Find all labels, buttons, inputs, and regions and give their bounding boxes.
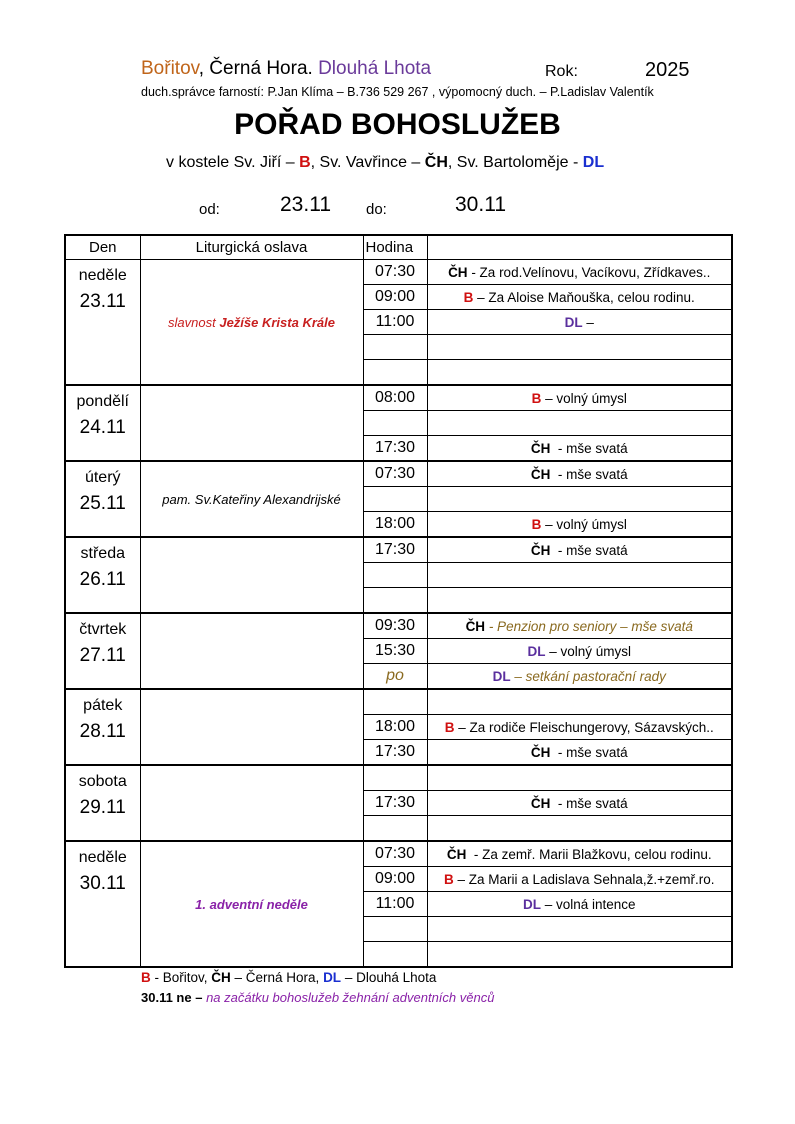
intention-cell (427, 765, 732, 791)
intention-cell (427, 689, 732, 715)
time-cell (363, 689, 427, 715)
day-name: neděle (78, 849, 127, 866)
place-code: DL (527, 643, 546, 659)
intention-cell (427, 411, 732, 436)
place-code: B (531, 516, 542, 532)
time-cell (363, 360, 427, 386)
page-title: POŘAD BOHOSLUŽEB (234, 108, 561, 141)
liturgy-cell (140, 613, 363, 689)
intention-cell (427, 588, 732, 614)
parish-boritov: Bořitov (141, 58, 199, 79)
intention-cell (427, 260, 732, 285)
table-row (65, 385, 732, 411)
place-code: B (531, 390, 542, 406)
day-cell (65, 765, 140, 841)
time-cell: 15:30 (363, 639, 427, 664)
time-cell: 09:00 (363, 285, 427, 310)
intention-text: – volný úmysl (545, 643, 632, 659)
day-name: pátek (83, 697, 123, 714)
footer-note (141, 990, 494, 1005)
intention-cell (427, 917, 732, 942)
intention-text: - mše svatá (550, 744, 628, 760)
day-cell (65, 613, 140, 689)
time-cell: 18:00 (363, 512, 427, 538)
schedule-table (64, 234, 733, 968)
parish-names (141, 58, 431, 80)
time-cell: 17:30 (363, 436, 427, 462)
day-name: sobota (78, 773, 127, 790)
day-name: pondělí (76, 393, 129, 410)
sep: , (198, 58, 205, 79)
day-date: 29.11 (79, 797, 126, 818)
intention-text: – volný úmysl (541, 390, 627, 406)
liturgy-text: slavnost (168, 314, 220, 330)
day-date: 27.11 (79, 645, 126, 666)
table-row (65, 537, 732, 563)
time-cell: 17:30 (363, 740, 427, 766)
intention-text: – (582, 314, 594, 330)
church-vavrince: , Sv. Vavřince – (310, 154, 421, 171)
liturgy-cell (140, 765, 363, 841)
liturgy-cell (140, 841, 363, 967)
intention-cell (427, 335, 732, 360)
time-cell (363, 411, 427, 436)
place-code: DL (522, 896, 541, 912)
liturgy-cell (140, 260, 363, 386)
legend (141, 970, 436, 985)
time-cell (363, 765, 427, 791)
intention-cell (427, 512, 732, 538)
legend-ch: ČH (211, 970, 231, 985)
code-b: B (299, 154, 311, 171)
day-date: 25.11 (79, 493, 126, 514)
day-name: středa (80, 545, 125, 562)
clergy-line: duch.správce farností: P.Jan Klíma – B.736 529 267 , výpomocný duch. – P.Ladislav Valentík (141, 85, 654, 99)
time-cell (363, 335, 427, 360)
time-cell: 07:30 (363, 461, 427, 487)
intention-cell (427, 563, 732, 588)
day-date: 26.11 (79, 569, 126, 590)
table-row (65, 461, 732, 487)
intention-cell (427, 285, 732, 310)
time-cell (363, 588, 427, 614)
intention-text: - mše svatá (550, 542, 628, 558)
table-row (65, 689, 732, 715)
place-code: ČH (530, 744, 551, 760)
table-row (65, 260, 732, 285)
note-date: 30.11 ne – (141, 990, 203, 1005)
table-row (65, 841, 732, 867)
parish-dlouha-lhota: Dlouhá Lhota (318, 58, 432, 79)
intention-cell (427, 385, 732, 411)
code-ch: ČH (424, 154, 448, 171)
year: 2025 (645, 59, 690, 81)
from-label: od: (199, 201, 220, 218)
intention-cell (427, 537, 732, 563)
liturgy-text: pam. Sv.Kateřiny Alexandrijské (162, 491, 341, 507)
day-date: 28.11 (79, 721, 126, 742)
legend-dl: DL (323, 970, 342, 985)
place-code: ČH (530, 795, 551, 811)
intention-text: - mše svatá (550, 795, 628, 811)
intention-text: - Penzion pro seniory – mše svatá (485, 618, 693, 634)
intention-cell (427, 613, 732, 639)
intention-text: – volný úmysl (541, 516, 627, 532)
day-cell (65, 461, 140, 537)
place-code: DL (492, 668, 511, 684)
from-date: 23.11 (280, 193, 331, 216)
intention-cell (427, 942, 732, 968)
place-code: B (444, 719, 455, 735)
note-text: na začátku bohoslužeb žehnání adventních věnců (202, 990, 495, 1005)
intention-text: – Za rodiče Fleischungerovy, Sázavských.. (454, 719, 714, 735)
intention-cell (427, 461, 732, 487)
day-date: 24.11 (79, 417, 126, 438)
intention-text: - mše svatá (550, 466, 628, 482)
intention-cell (427, 487, 732, 512)
intention-cell (427, 841, 732, 867)
day-cell (65, 385, 140, 461)
church-bartolomeje: , Sv. Bartoloměje - (447, 154, 579, 171)
time-cell: po (363, 664, 427, 690)
time-cell: 17:30 (363, 537, 427, 563)
intention-cell (427, 791, 732, 816)
time-cell: 09:00 (363, 867, 427, 892)
intention-text: - Za zemř. Marii Blažkovu, celou rodinu. (466, 846, 712, 862)
table-row (65, 765, 732, 791)
day-cell (65, 537, 140, 613)
liturgy-bold: Ježíše Krista Krále (219, 314, 335, 330)
time-cell: 17:30 (363, 791, 427, 816)
legend-text-3: – Dlouhá Lhota (341, 970, 437, 985)
day-name: čtvrtek (79, 621, 127, 638)
place-code: ČH (446, 846, 467, 862)
year-label: Rok: (545, 63, 578, 80)
col-day: Den (65, 235, 140, 260)
liturgy-cell (140, 461, 363, 537)
intention-text: - Za rod.Velínovu, Vacíkovu, Zřídkaves.. (467, 264, 711, 280)
day-cell (65, 260, 140, 386)
to-date: 30.11 (455, 193, 506, 216)
place-code: ČH (530, 440, 551, 456)
place-code: DL (564, 314, 583, 330)
day-name: úterý (84, 469, 121, 486)
legend-b: B (141, 970, 151, 985)
legend-text-1: - Bořitov, (150, 970, 212, 985)
parish-cerna-hora: Černá Hora. (209, 58, 313, 79)
liturgy-cell (140, 689, 363, 765)
time-cell: 11:00 (363, 310, 427, 335)
intention-cell (427, 664, 732, 690)
intention-cell (427, 360, 732, 386)
time-cell (363, 487, 427, 512)
intention-cell (427, 310, 732, 335)
place-code: ČH (530, 466, 551, 482)
to-label: do: (366, 201, 387, 218)
place-code: B (444, 871, 454, 887)
time-cell (363, 563, 427, 588)
col-intention (427, 235, 732, 260)
liturgy-cell (140, 385, 363, 461)
intention-text: - mše svatá (550, 440, 628, 456)
day-date: 30.11 (79, 873, 126, 894)
intention-cell (427, 639, 732, 664)
intention-cell (427, 715, 732, 740)
day-cell (65, 841, 140, 967)
liturgy-cell (140, 537, 363, 613)
intention-cell (427, 740, 732, 766)
place-code: ČH (530, 542, 551, 558)
legend-text-2: – Černá Hora, (230, 970, 324, 985)
intention-cell (427, 892, 732, 917)
day-cell (65, 689, 140, 765)
col-time: Hodina (363, 235, 427, 260)
intention-text: – setkání pastorační rady (510, 668, 666, 684)
intention-cell (427, 816, 732, 842)
intention-cell (427, 436, 732, 462)
place-code: B (463, 289, 474, 305)
col-liturgy: Liturgická oslava (140, 235, 363, 260)
table-row (65, 613, 732, 639)
intention-text: – Za Aloise Maňouška, celou rodinu. (473, 289, 695, 305)
time-cell: 18:00 (363, 715, 427, 740)
time-cell: 07:30 (363, 841, 427, 867)
intention-text: – Za Marii a Ladislava Sehnala,ž.+zemř.ro. (453, 871, 715, 887)
time-cell: 11:00 (363, 892, 427, 917)
day-name: neděle (78, 267, 127, 284)
day-date: 23.11 (79, 291, 126, 312)
intention-text: – volná intence (540, 896, 636, 912)
time-cell: 09:30 (363, 613, 427, 639)
liturgy-text: 1. adventní neděle (195, 896, 308, 912)
church-jiri: v kostele Sv. Jiří – (166, 154, 295, 171)
time-cell: 08:00 (363, 385, 427, 411)
churches-line (166, 154, 604, 172)
code-dl: DL (582, 154, 605, 171)
time-cell (363, 942, 427, 968)
intention-cell (427, 867, 732, 892)
time-cell: 07:30 (363, 260, 427, 285)
time-cell (363, 816, 427, 842)
place-code: ČH (465, 618, 486, 634)
place-code: ČH (448, 264, 468, 280)
time-cell (363, 917, 427, 942)
